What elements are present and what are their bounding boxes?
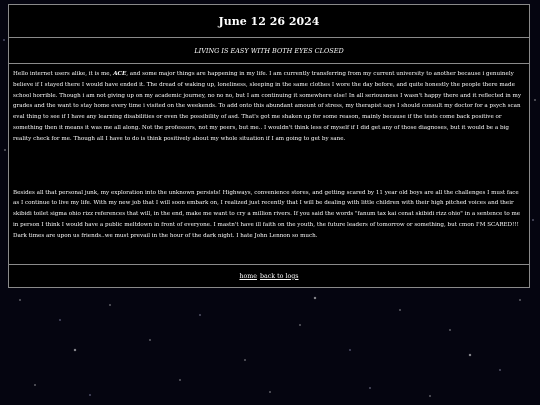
paragraph-spacer — [13, 145, 525, 188]
author-name: ACE — [113, 71, 127, 77]
paragraph-1-intro: Hello internet users alike, it is me, — [13, 71, 114, 77]
subtitle-bar — [9, 38, 529, 64]
post-body — [9, 64, 529, 265]
footer-nav — [9, 265, 529, 287]
post-paragraph-1 — [13, 69, 525, 145]
title-bar — [9, 5, 529, 38]
back-to-logs-link[interactable]: back to logs — [260, 272, 299, 280]
page-subtitle: LIVING IS EASY WITH BOTH EYES CLOSED — [194, 46, 344, 55]
paragraph-1-text: , and some major things are happening in my life. I am currently transferring from my current university to another because i genuinely believe if I stayed there I would have ended it. The dread of waking up, loneliness, sleeping in the same clothes I wore the day before, and quite honestly the people there made school horrible. Though i am not giving up on my academic journey, no no no, but I am continuing it somewhere else! In all seriousness I wasn't happy there and it reflected in my grades and the want to stay home every time i visited on the weekends. To add onto this abundant amount of stress, my therapist says I should consult my doctor for a psych scan eval thing to see if I have any learning disabilities or even the possibility of asd. That's got me shaken up for some reason, mainly because if the tests come back positive or something then it means it was me all along. Not the professors, not my peers, but me.. I wouldn't think less of myself if I did get any of those diagnoses, but it would be a big reality check for me. Though all I have to do is think positively about my whole situation if I am going to get by sane. — [13, 71, 521, 142]
home-link[interactable]: home — [239, 272, 257, 280]
page-title: June 12 26 2024 — [218, 14, 320, 28]
post-paragraph-2: Besides all that personal junk, my exploration into the unknown persists! Highways, convenience stores, and getting scared by 11 year old boys are all the challenges I must face as I continue to live my life. With my new job that I will soon embark on, I realized just recently that I will be dealing with little children with their high pitched voices and their skibidi toilet sigma ohio rizz references that will, in the end, make me want to cry a million rivers. If you said the words "fanum tax kai cenat skibidi rizz ohio" in a sentence to me in person I think I would have a public meltdown in front of everyone. I mastn't have ill faith on the youth, the future leaders of tomorrow or something, but cmon I'M SCARED!!! Dark times are upon us friends..we must prevail in the hour of the dark night. I hate John Lennon so much. — [13, 189, 521, 239]
log-panel — [8, 4, 530, 288]
